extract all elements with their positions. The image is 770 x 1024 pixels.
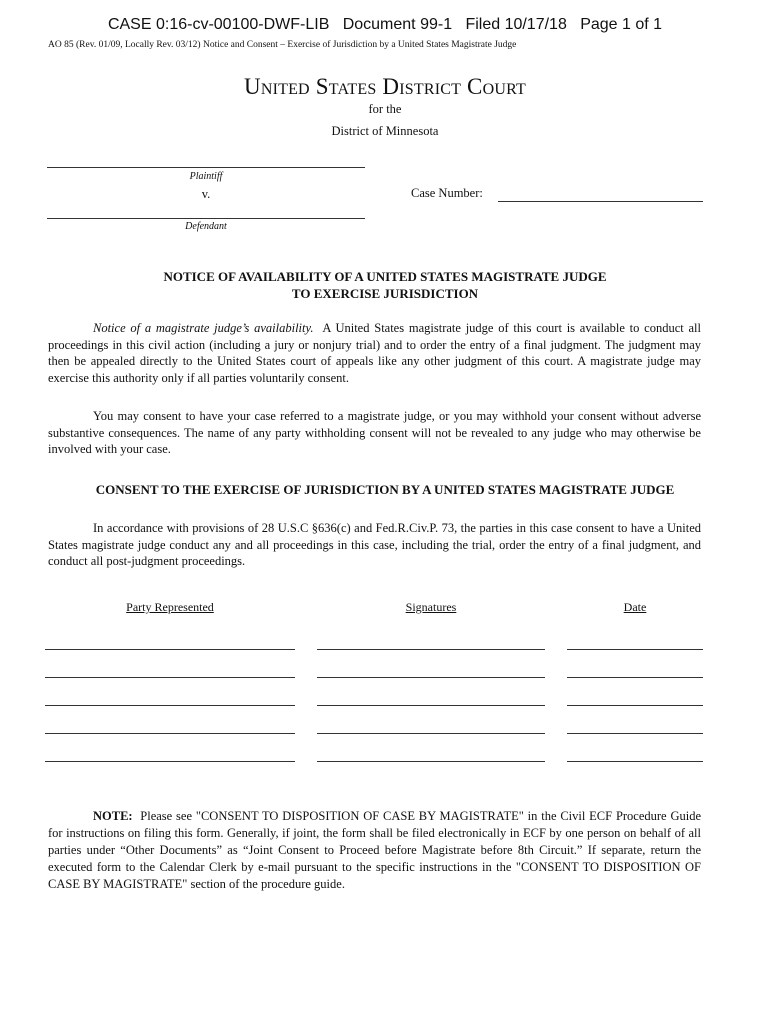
date-line-1[interactable]: [567, 649, 703, 650]
case-number-label: Case Number:: [411, 186, 483, 200]
date-line-5[interactable]: [567, 761, 703, 762]
case-number-header: CASE 0:16-cv-00100-DWF-LIB: [107, 16, 330, 33]
defendant-line[interactable]: [47, 218, 365, 219]
party-line-2[interactable]: [45, 677, 295, 678]
column-party-represented: Party Represented: [126, 600, 214, 614]
consent-title: CONSENT TO THE EXERCISE OF JURISDICTION BY A UNITED STATES MAGISTRATE JUDGE: [95, 482, 675, 497]
notice-body: A United States magistrate judge of this court is available to conduct all proceedings in this civil action (including a jury or nonjury trial) and to order the entry of a final judgment. The judgment may then be appealed directly to the United States court of appeals like any other judgment of this court. A magistrate judge may exercise this authority only if all parties voluntarily consent.: [48, 321, 702, 385]
signature-line-1[interactable]: [317, 649, 545, 650]
notice-lead: Notice of a magistrate judge’s availability.: [93, 321, 314, 335]
party-line-4[interactable]: [45, 733, 295, 734]
notice-title: [40, 268, 730, 302]
party-line-1[interactable]: [45, 649, 295, 650]
document-number: Document 99-1: [342, 16, 453, 33]
note-label: NOTE:: [93, 809, 133, 823]
signature-line-3[interactable]: [317, 705, 545, 706]
notice-paragraph-2: [48, 408, 701, 458]
court-for: for the: [368, 102, 402, 116]
case-header: [0, 16, 770, 34]
column-date: Date: [623, 600, 647, 614]
notice-title-line1: NOTICE OF AVAILABILITY OF A UNITED STATES MAGISTRATE JUDGE: [163, 269, 607, 284]
plaintiff-line[interactable]: [47, 167, 365, 168]
notice-para2-text: You may consent to have your case referred to a magistrate judge, or you may withhold your consent without adverse substantive consequences. The name of any party withholding consent will not be revealed to any judge who may otherwise be involved with your case.: [48, 409, 701, 456]
plaintiff-label: Plaintiff: [189, 171, 223, 182]
party-line-5[interactable]: [45, 761, 295, 762]
filed-date: Filed 10/17/18: [465, 16, 567, 33]
signature-line-4[interactable]: [317, 733, 545, 734]
date-line-3[interactable]: [567, 705, 703, 706]
court-district: District of Minnesota: [331, 124, 439, 138]
consent-paragraph: [48, 520, 701, 570]
signature-line-5[interactable]: [317, 761, 545, 762]
defendant-label: Defendant: [185, 221, 227, 232]
notice-title-line2: TO EXERCISE JURISDICTION: [291, 286, 479, 301]
case-number-field[interactable]: [498, 201, 703, 202]
note-paragraph: [48, 808, 701, 893]
notice-paragraph-1: [48, 320, 701, 386]
consent-para-text: In accordance with provisions of 28 U.S.C §636(c) and Fed.R.Civ.P. 73, the parties in this case consent to have a United States magistrate judge conduct any and all proceedings in this case, including the trial, order the entry of a final judgment, and conduct all post-judgment proceedings.: [48, 521, 701, 568]
form-identifier: AO 85 (Rev. 01/09, Locally Rev. 03/12) Notice and Consent – Exercise of Jurisdiction by a United States Magistrate Judge: [48, 40, 517, 50]
court-name: United States District Court: [244, 74, 526, 99]
signature-line-2[interactable]: [317, 677, 545, 678]
note-text: Please see "CONSENT TO DISPOSITION OF CASE BY MAGISTRATE" in the Civil ECF Procedure Guide for instructions on filing this form. Generally, if joint, the form shall be filed electronically in ECF by one person on behalf of all parties under “Other Documents” as “Joint Consent to Proceed before Magistrate before 8th Circuit.” If separate, return the executed form to the Calendar Clerk by e-mail pursuant to the specific instructions in the "CONSENT TO DISPOSITION OF CASE BY MAGISTRATE" section of the procedure guide.: [48, 809, 701, 891]
versus-label: v.: [201, 187, 211, 201]
date-line-2[interactable]: [567, 677, 703, 678]
page-indicator: Page 1 of 1: [580, 16, 663, 33]
party-line-3[interactable]: [45, 705, 295, 706]
date-line-4[interactable]: [567, 733, 703, 734]
column-signatures: Signatures: [405, 600, 457, 614]
